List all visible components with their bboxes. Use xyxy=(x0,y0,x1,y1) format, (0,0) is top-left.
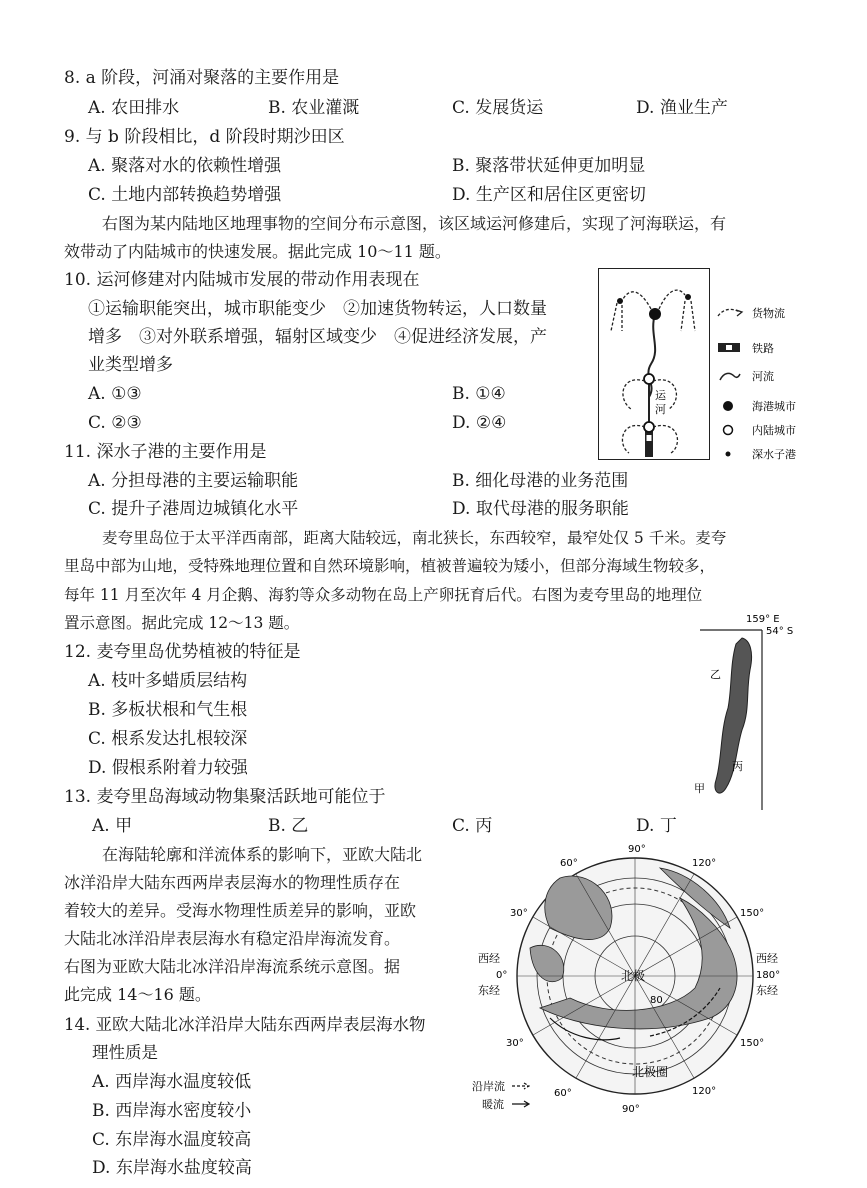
passage-3-line-4: 大陆北冰洋沿岸表层海水有稳定沿岸海流发育。 xyxy=(64,929,401,948)
q10-items-line-1: ①运输职能突出，城市职能变少 ②加速货物转运，人口数量 xyxy=(88,299,547,319)
q10-option-b: B. ①④ xyxy=(452,384,506,404)
question-14-stem-line-1: 14. 亚欧大陆北冰洋沿岸大陆东西两岸表层海水物 xyxy=(64,1015,426,1034)
question-13-stem: 13. 麦夸里岛海域动物集聚活跃地可能位于 xyxy=(64,787,386,807)
q8-option-c: C. 发展货运 xyxy=(452,98,544,118)
arctic-current-map xyxy=(470,838,800,1118)
passage-1-line-1: 右图为某内陆地区地理事物的空间分布示意图，该区域运河修建后，实现了河海联运，有 xyxy=(102,214,727,233)
deg-bottom-120: 120° xyxy=(692,1086,717,1097)
canal-diagram-drawing xyxy=(599,269,709,459)
deg-right-150b: 150° xyxy=(740,1038,765,1049)
q9-option-d: D. 生产区和居住区更密切 xyxy=(452,185,646,205)
lat-80-label: 80 xyxy=(650,995,663,1006)
deg-left-30: 30° xyxy=(510,908,528,919)
lon-180-label: 180° xyxy=(756,970,781,981)
q14-option-c: C. 东岸海水温度较高 xyxy=(92,1130,252,1150)
longitude-label: 159° E xyxy=(746,614,780,625)
deg-bottom-60: 60° xyxy=(554,1088,572,1099)
q12-option-c: C. 根系发达扎根较深 xyxy=(88,729,248,749)
q8-option-a: A. 农田排水 xyxy=(88,98,180,118)
arctic-circle-label: 北极圈 xyxy=(632,1065,669,1079)
passage-2-line-2: 里岛中部为山地，受特殊地理位置和自然环境影响，植被普遍较为矮小，但部分海域生物较多， xyxy=(64,557,716,575)
question-14-stem-line-2: 理性质是 xyxy=(92,1043,158,1062)
passage-3-line-5: 右图为亚欧大陆北冰洋沿岸海流系统示意图。据 xyxy=(64,957,401,976)
deg-top-60: 60° xyxy=(560,858,578,869)
west-longitude-right: 西经 xyxy=(756,952,778,965)
q14-option-d: D. 东岸海水盐度较高 xyxy=(92,1158,252,1178)
deg-right-150: 150° xyxy=(740,908,765,919)
q12-option-d: D. 假根系附着力较强 xyxy=(88,758,248,778)
coastal-current-icon xyxy=(512,1083,529,1089)
seaport-city-icon xyxy=(723,401,733,411)
macquarie-island-map xyxy=(696,612,808,812)
canal-label-2: 河 xyxy=(655,403,666,416)
q10-option-d: D. ②④ xyxy=(452,413,507,433)
q11-option-d: D. 取代母港的服务职能 xyxy=(452,499,629,519)
legend-railway: 铁路 xyxy=(752,342,774,355)
latitude-label: 54° S xyxy=(766,626,794,637)
q14-option-a: A. 西岸海水温度较低 xyxy=(92,1072,252,1092)
legend-inland-city: 内陆城市 xyxy=(752,424,796,437)
question-9-stem: 9. 与 b 阶段相比，d 阶段时期沙田区 xyxy=(64,127,345,147)
place-label-bing: 丙 xyxy=(732,760,743,773)
q13-option-b: B. 乙 xyxy=(268,816,309,836)
place-label-jia: 甲 xyxy=(694,782,705,795)
q10-option-c: C. ②③ xyxy=(88,413,142,433)
canal-diagram xyxy=(598,268,710,460)
question-8-stem: 8. a 阶段，河涌对聚落的主要作用是 xyxy=(64,68,340,88)
canal-diagram-legend xyxy=(716,300,826,470)
legend-seaport-city: 海港城市 xyxy=(752,400,796,413)
passage-3-line-3: 着较大的差异。受海水物理性质差异的影响，亚欧 xyxy=(64,901,417,920)
passage-2-line-3: 每年 11 月至次年 4 月企鹅、海豹等众多动物在岛上产卵抚育后代。右图为麦夸里岛的地理位 xyxy=(64,586,703,604)
passage-2-line-4: 置示意图。据此完成 12～13 题。 xyxy=(64,614,300,632)
passage-3-line-1: 在海陆轮廓和洋流体系的影响下，亚欧大陆北 xyxy=(102,845,423,864)
q14-option-b: B. 西岸海水密度较小 xyxy=(92,1101,252,1121)
q10-items-line-2: 增多 ③对外联系增强，辐射区域变少 ④促进经济发展，产 xyxy=(88,327,547,347)
deepwater-subport-icon xyxy=(726,452,731,457)
q9-option-a: A. 聚落对水的依赖性增强 xyxy=(88,156,282,176)
deg-top-90: 90° xyxy=(628,844,646,855)
legend-river: 河流 xyxy=(752,370,774,383)
q11-option-c: C. 提升子港周边城镇化水平 xyxy=(88,499,299,519)
q9-option-c: C. 土地内部转换趋势增强 xyxy=(88,185,282,205)
deg-top-120: 120° xyxy=(692,858,717,869)
q8-option-d: D. 渔业生产 xyxy=(636,98,728,118)
q13-option-c: C. 丙 xyxy=(452,816,493,836)
passage-3-line-2: 冰洋沿岸大陆东西两岸表层海水的物理性质存在 xyxy=(64,873,401,892)
q8-option-b: B. 农业灌溉 xyxy=(268,98,360,118)
inland-city-icon xyxy=(724,426,733,435)
q11-option-a: A. 分担母港的主要运输职能 xyxy=(88,471,299,491)
question-10-stem: 10. 运河修建对内陆城市发展的带动作用表现在 xyxy=(64,270,420,290)
legend-warm-current: 暖流 xyxy=(482,1098,504,1111)
legend-cargo-flow: 货物流 xyxy=(752,307,785,320)
passage-2-line-1: 麦夸里岛位于太平洋西南部，距离大陆较远，南北狭长，东西较窄，最窄处仅 5 千米。麦夸 xyxy=(102,529,727,547)
question-11-stem: 11. 深水子港的主要作用是 xyxy=(64,442,267,462)
pole-label: 北极 xyxy=(621,969,646,983)
deg-left-30b: 30° xyxy=(506,1038,524,1049)
warm-current-icon xyxy=(512,1101,529,1107)
deg-bottom-90: 90° xyxy=(622,1104,640,1115)
arctic-legend-symbols xyxy=(472,1078,542,1114)
q10-items-line-3: 业类型增多 xyxy=(88,355,173,375)
legend-coastal-current: 沿岸流 xyxy=(472,1080,505,1093)
island-map-drawing xyxy=(696,612,808,812)
q12-option-b: B. 多板状根和气生根 xyxy=(88,700,248,720)
q11-option-b: B. 细化母港的业务范围 xyxy=(452,471,629,491)
east-longitude-right: 东经 xyxy=(756,984,778,997)
west-longitude-left: 西经 xyxy=(478,952,500,965)
q10-option-a: A. ①③ xyxy=(88,384,142,404)
east-longitude-left: 东经 xyxy=(478,984,500,997)
legend-deepwater-subport: 深水子港 xyxy=(752,448,796,461)
place-label-yi: 乙 xyxy=(710,668,721,681)
question-12-stem: 12. 麦夸里岛优势植被的特征是 xyxy=(64,642,301,662)
legend-symbols xyxy=(716,300,826,470)
q13-option-a: A. 甲 xyxy=(92,816,133,836)
passage-3-line-6: 此完成 14～16 题。 xyxy=(64,985,211,1004)
polar-map-drawing xyxy=(470,838,800,1118)
q9-option-b: B. 聚落带状延伸更加明显 xyxy=(452,156,646,176)
q12-option-a: A. 枝叶多蜡质层结构 xyxy=(88,671,248,691)
river-icon xyxy=(720,373,740,380)
passage-1-line-2: 效带动了内陆城市的快速发展。据此完成 10～11 题。 xyxy=(64,242,451,261)
canal-label-1: 运 xyxy=(655,389,666,402)
q13-option-d: D. 丁 xyxy=(636,816,677,836)
zero-meridian-label: 0° xyxy=(496,970,508,981)
arctic-map-legend xyxy=(472,1078,542,1114)
